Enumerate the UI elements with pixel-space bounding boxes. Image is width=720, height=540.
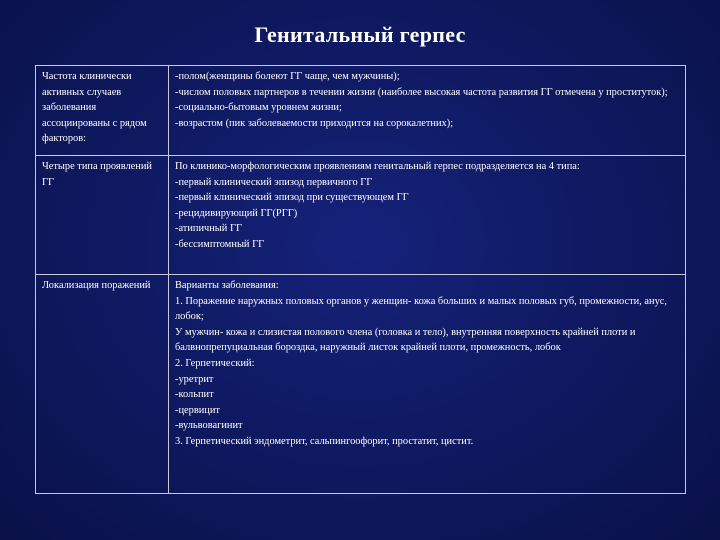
content-line: 2. Герпетический:: [175, 358, 255, 370]
row-label: Четыре типа проявлений ГГ: [36, 156, 169, 275]
content-line: У мужчин- кожа и слизистая полового члена (головка и тело), внутренняя поверхность крайней плоти и балвнопрепуциальная бороздка, наружный листок крайней плоти, промежность, лобок: [175, 326, 636, 354]
row-label: Частота клинически активных случаев заболевания ассоциированы с рядом факторов:: [36, 66, 169, 156]
content-line: -бессимптомный ГГ: [175, 239, 265, 251]
content-line: Варианты заболевания:: [175, 280, 279, 291]
content-line: -вульвовагинит: [175, 420, 243, 432]
row-label: Локализация поражений: [36, 275, 169, 494]
content-line: По клинико-морфологическим проявлениям генитальный герпес подразделяется на 4 типа:: [175, 161, 580, 172]
table-row: [36, 156, 686, 275]
content-line: -возрастом (пик заболеваемости приходится на сорокалетних);: [175, 117, 454, 129]
table-row: [36, 275, 686, 494]
row-content: [169, 66, 686, 156]
content-line: -полом(женщины болеют ГГ чаще, чем мужчины);: [175, 71, 400, 82]
content-line: 3. Герпетический эндометрит, сальпингоофорит, простатит, цистит.: [175, 436, 474, 448]
content-line: -цервицит: [175, 404, 220, 416]
content-line: -атипичный ГГ: [175, 223, 242, 235]
row-content: [169, 275, 686, 494]
content-line: -рецидивирующий ГГ(РГГ): [175, 207, 298, 219]
content-line: -числом половых партнеров в течении жизни (наиболее высокая частота развития ГГ отмечена у проституток);: [175, 86, 668, 98]
content-line: -кольпит: [175, 389, 214, 401]
page-title: Генитальный герпес: [254, 22, 466, 47]
content-line: -уретрит: [175, 373, 214, 385]
row-content: [169, 156, 686, 275]
content-line: 1. Поражение наружных половых органов у женщин- кожа больших и малых половых губ, промежности, анус, лобок;: [175, 295, 667, 323]
content-line: -первый клинический эпизод первичного ГГ: [175, 176, 373, 188]
content-line: -первый клинический эпизод при существующем ГГ: [175, 192, 409, 204]
info-table: [35, 65, 686, 494]
table-row: [36, 66, 686, 156]
content-line: -социально-бытовым уровнем жизни;: [175, 102, 342, 114]
